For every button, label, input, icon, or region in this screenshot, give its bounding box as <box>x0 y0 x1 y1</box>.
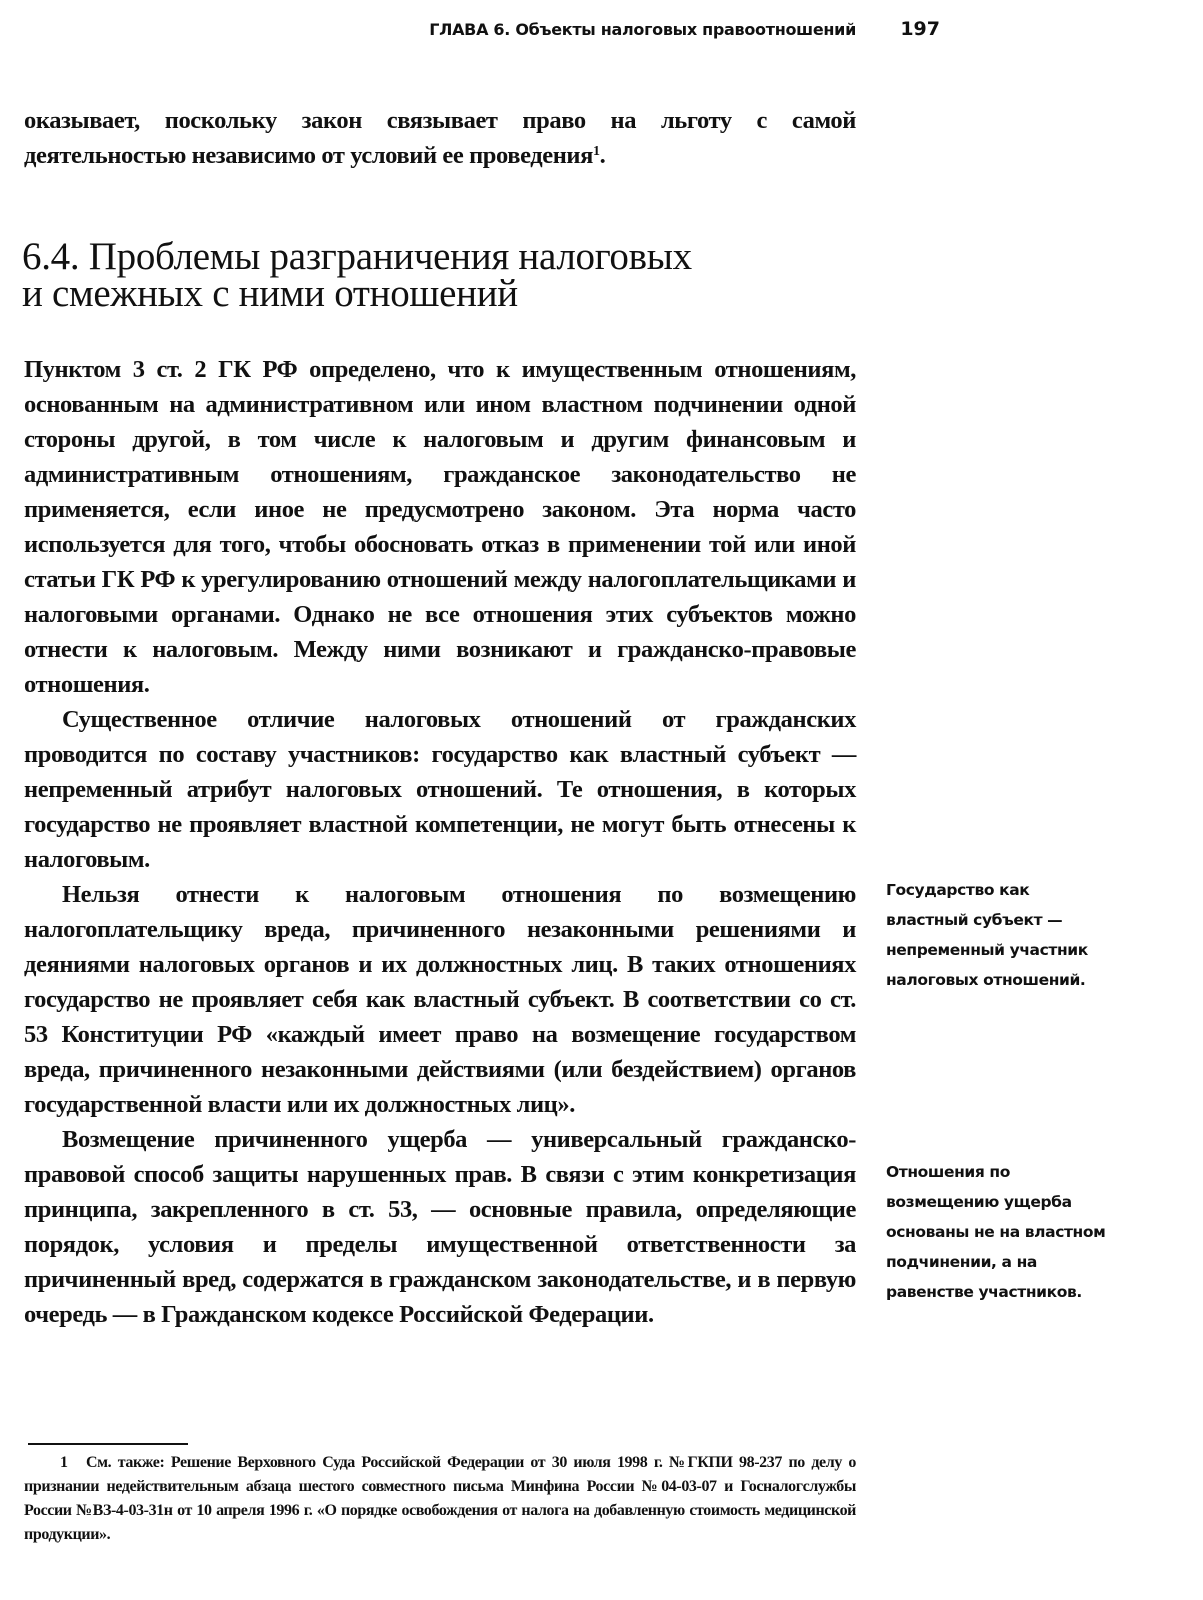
footnote-1 <box>24 1451 856 1547</box>
section-body <box>24 352 856 1332</box>
page-number: 197 <box>900 18 940 40</box>
intro-end: . <box>599 142 606 169</box>
section-title-line-1: 6.4. Проблемы разграничения налоговых <box>22 235 692 278</box>
intro-text: оказывает, поскольку закон связывает право на льготу с самой деятельностью независимо от условий ее проведения <box>24 107 856 169</box>
body-paragraph-1: Пунктом 3 ст. 2 ГК РФ определено, что к имущественным отношениям, основанным на административном или ином властном подчинении одной стороны другой, в том числе к налоговым и другим финансовым и административным отношениям, гражданское законодательство не применяется, если иное не предусмотрено законом. Эта норма часто используется для того, чтобы обосновать отказ в применении той или иной статьи ГК РФ к урегулированию отношений между налогоплательщиками и налоговыми органами. Однако не все отношения этих субъектов можно отнести к налоговым. Между ними возникают и гражданско-правовые отношения. <box>24 356 856 698</box>
running-header <box>0 18 940 48</box>
footnote-marker: 1 <box>60 1454 68 1471</box>
body-paragraph-4: Возмещение причиненного ущерба — универсальный гражданско-правовой способ защиты нарушенных прав. В связи с этим конкретизация принципа, закрепленного в ст. 53, — основные правила, определяющие порядок, условия и пределы имущественной ответственности за причиненный вред, содержатся в гражданском законодательстве, и в первую очередь — в Гражданском кодексе Российской Федерации. <box>24 1126 856 1328</box>
body-paragraph-2: Существенное отличие налоговых отношений от гражданских проводится по составу участников: государство как властный субъект — непременный атрибут налоговых отношений. Те отношения, в которых государство не проявляет властной компетенции, не могут быть отнесены к налоговым. <box>24 706 856 873</box>
footnote-divider <box>28 1443 188 1445</box>
section-title-line-2: и смежных с ними отношений <box>22 272 518 315</box>
intro-paragraph-block <box>24 103 856 173</box>
intro-paragraph <box>24 103 856 173</box>
footnote-text: См. также: Решение Верховного Суда Российской Федерации от 30 июля 1998 г. №ГКПИ 98-237 по делу о признании недействительным абзаца шестого совместного письма Минфина России №04-03-07 и Госналогслужбы России №ВЗ-4-03-31н от 10 апреля 1996 г. «О порядке освобождения от налога на добавленную стоимость медицинской продукции». <box>24 1454 856 1543</box>
chapter-running-title: ГЛАВА 6. Объекты налоговых правоотношений <box>429 20 856 39</box>
margin-note-2: Отношения по возмещению ущерба основаны не на властном подчинении, а на равенстве участников. <box>886 1163 1106 1301</box>
body-paragraph-3: Нельзя отнести к налоговым отношения по возмещению налогоплательщику вреда, причиненного незаконными решениями и деяниями налоговых органов и их должностных лиц. В таких отношениях государство не проявляет себя как властный субъект. В соответствии со ст. 53 Конституции РФ «каждый имеет право на возмещение государством вреда, причиненного незаконными действиями (или бездействием) органов государственной власти или их должностных лиц». <box>24 881 856 1118</box>
footnote-reference: 1 <box>593 144 600 159</box>
margin-note-1: Государство как властный субъект — непременный участник налоговых отношений. <box>886 881 1088 989</box>
section-title <box>22 235 882 315</box>
